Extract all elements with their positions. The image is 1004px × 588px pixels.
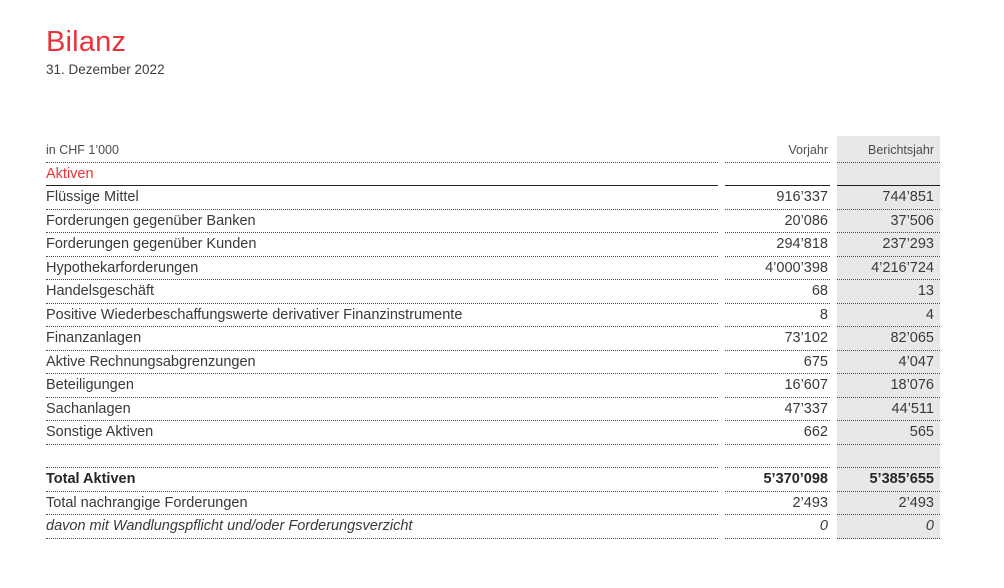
row-curr-value: 4’047 bbox=[837, 351, 940, 375]
table-row bbox=[46, 374, 940, 398]
row-label: Sonstige Aktiven bbox=[46, 421, 718, 445]
row-curr-value: 565 bbox=[837, 421, 940, 445]
row-prev-value: 916’337 bbox=[725, 186, 830, 210]
row-curr-value: 44’511 bbox=[837, 398, 940, 422]
row-label: Total Aktiven bbox=[46, 468, 718, 492]
table-row bbox=[46, 492, 940, 516]
table-row bbox=[46, 398, 940, 422]
table-row bbox=[46, 515, 940, 539]
table-row bbox=[46, 468, 940, 492]
spacer-prev-cell bbox=[725, 445, 830, 469]
section-label: Aktiven bbox=[46, 163, 718, 186]
table-row bbox=[46, 186, 940, 210]
row-prev-value: 294’818 bbox=[725, 233, 830, 257]
row-label: Beteiligungen bbox=[46, 374, 718, 398]
page-title: Bilanz bbox=[46, 26, 127, 58]
balance-table bbox=[46, 136, 940, 539]
row-label: Finanzanlagen bbox=[46, 327, 718, 351]
table-header-row bbox=[46, 136, 940, 163]
row-curr-value: 18’076 bbox=[837, 374, 940, 398]
row-curr-value: 744’851 bbox=[837, 186, 940, 210]
row-label: Handelsgeschäft bbox=[46, 280, 718, 304]
row-label: Aktive Rechnungsabgrenzungen bbox=[46, 351, 718, 375]
table-row bbox=[46, 233, 940, 257]
row-prev-value: 16’607 bbox=[725, 374, 830, 398]
row-label: Positive Wiederbeschaffungswerte derivativer Finanzinstrumente bbox=[46, 304, 718, 328]
table-row bbox=[46, 327, 940, 351]
table-row bbox=[46, 210, 940, 234]
row-prev-value: 675 bbox=[725, 351, 830, 375]
row-curr-value: 13 bbox=[837, 280, 940, 304]
row-curr-value: 0 bbox=[837, 515, 940, 539]
rows-container bbox=[46, 186, 940, 539]
section-prev-empty bbox=[725, 163, 830, 186]
row-label: Forderungen gegenüber Kunden bbox=[46, 233, 718, 257]
row-prev-value: 20’086 bbox=[725, 210, 830, 234]
table-row bbox=[46, 351, 940, 375]
row-prev-value: 5’370’098 bbox=[725, 468, 830, 492]
section-row-aktiven bbox=[46, 163, 940, 186]
table-spacer-row bbox=[46, 445, 940, 469]
row-prev-value: 47’337 bbox=[725, 398, 830, 422]
row-label: davon mit Wandlungspflicht und/oder Forderungsverzicht bbox=[46, 515, 718, 539]
row-prev-value: 73’102 bbox=[725, 327, 830, 351]
row-curr-value: 5’385’655 bbox=[837, 468, 940, 492]
row-curr-value: 237’293 bbox=[837, 233, 940, 257]
row-prev-value: 2’493 bbox=[725, 492, 830, 516]
row-curr-value: 4’216’724 bbox=[837, 257, 940, 281]
row-prev-value: 68 bbox=[725, 280, 830, 304]
row-prev-value: 4’000’398 bbox=[725, 257, 830, 281]
row-prev-value: 662 bbox=[725, 421, 830, 445]
table-row bbox=[46, 304, 940, 328]
page-subtitle: 31. Dezember 2022 bbox=[46, 62, 165, 77]
col-header-unit: in CHF 1’000 bbox=[46, 136, 718, 163]
table-row bbox=[46, 257, 940, 281]
row-label: Flüssige Mittel bbox=[46, 186, 718, 210]
row-curr-value: 4 bbox=[837, 304, 940, 328]
row-label: Forderungen gegenüber Banken bbox=[46, 210, 718, 234]
col-header-berichtsjahr: Berichtsjahr bbox=[837, 136, 940, 163]
spacer-label-cell bbox=[46, 445, 718, 469]
row-label: Sachanlagen bbox=[46, 398, 718, 422]
col-header-vorjahr: Vorjahr bbox=[725, 136, 830, 163]
row-prev-value: 8 bbox=[725, 304, 830, 328]
row-label: Total nachrangige Forderungen bbox=[46, 492, 718, 516]
row-curr-value: 2’493 bbox=[837, 492, 940, 516]
row-curr-value: 37’506 bbox=[837, 210, 940, 234]
spacer-curr-cell bbox=[837, 445, 940, 469]
row-curr-value: 82’065 bbox=[837, 327, 940, 351]
section-curr-empty bbox=[837, 163, 940, 186]
table-row bbox=[46, 421, 940, 445]
row-prev-value: 0 bbox=[725, 515, 830, 539]
table-row bbox=[46, 280, 940, 304]
row-label: Hypothekarforderungen bbox=[46, 257, 718, 281]
